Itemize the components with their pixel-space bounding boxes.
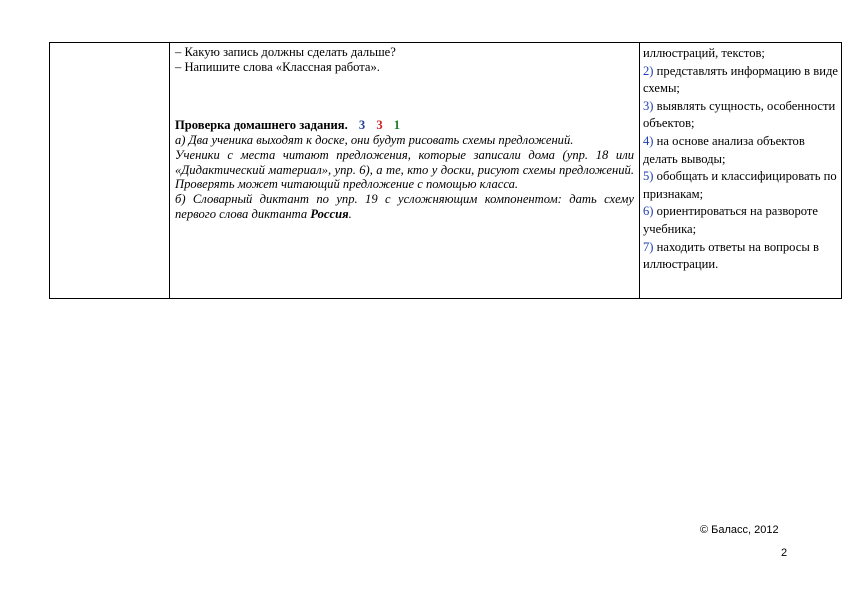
table-row bbox=[50, 43, 842, 299]
skill-number: 7) bbox=[643, 239, 654, 254]
dialogue-line: – Напишите слова «Классная работа». bbox=[175, 59, 380, 74]
skill-text: находить ответы на вопросы в иллюстрации. bbox=[643, 239, 819, 272]
skills-cell bbox=[640, 43, 842, 299]
homework-item-b-end: . bbox=[348, 206, 352, 221]
homework-heading bbox=[175, 118, 634, 133]
homework-item-b-text: б) Словарный диктант по упр. 19 с усложняющим компонентом: дать схему первого слова диктанта bbox=[175, 191, 634, 221]
skill-number: 4) bbox=[643, 133, 654, 148]
skill-text: ориентироваться на развороте учебника; bbox=[643, 204, 818, 236]
skill-text: представлять информацию в виде схемы; bbox=[643, 63, 838, 96]
score-badge: 3 bbox=[376, 118, 383, 133]
left-column-cell bbox=[50, 43, 170, 299]
skill-number: 3) bbox=[643, 98, 654, 113]
skill-item bbox=[643, 133, 838, 168]
dictation-word: Россия bbox=[310, 206, 349, 221]
skill-item bbox=[643, 63, 838, 98]
homework-item-b bbox=[175, 192, 634, 221]
score-badge: 3 bbox=[358, 118, 366, 133]
skill-text: на основе анализа объектов делать выводы; bbox=[643, 133, 805, 166]
blank-space bbox=[175, 74, 634, 118]
skill-item bbox=[643, 239, 838, 274]
skill-text: выявлять сущность, особенности объектов; bbox=[643, 98, 836, 131]
score-badge: 1 bbox=[393, 118, 401, 133]
skill-number: 6) bbox=[643, 204, 654, 219]
skill-item bbox=[643, 203, 838, 238]
homework-item-a-detail: Ученики с места читают предложения, которые записали дома (упр. 18 или «Дидактический материал», упр. 6), а те, кто у доски, рисуют схемы предложений. Проверять может читающий предложение с помощью класса. bbox=[175, 147, 634, 192]
skill-text: обобщать и классифицировать по признакам; bbox=[643, 169, 837, 201]
copyright-notice: © Баласс, 2012 bbox=[700, 524, 779, 536]
dialogue-line: – Какую запись должны сделать дальше? bbox=[175, 45, 396, 59]
homework-title: Проверка домашнего задания. bbox=[175, 118, 348, 133]
skill-intro: иллюстраций, текстов; bbox=[643, 46, 765, 60]
skill-item bbox=[643, 168, 838, 203]
lesson-steps-cell bbox=[170, 43, 640, 299]
lesson-plan-table bbox=[49, 42, 842, 299]
skill-number: 5) bbox=[643, 169, 654, 184]
homework-item-a: а) Два ученика выходят к доске, они будут рисовать схемы предложений. bbox=[175, 133, 574, 148]
skill-number: 2) bbox=[643, 63, 654, 78]
page-number: 2 bbox=[781, 547, 788, 559]
skill-item bbox=[643, 98, 838, 133]
